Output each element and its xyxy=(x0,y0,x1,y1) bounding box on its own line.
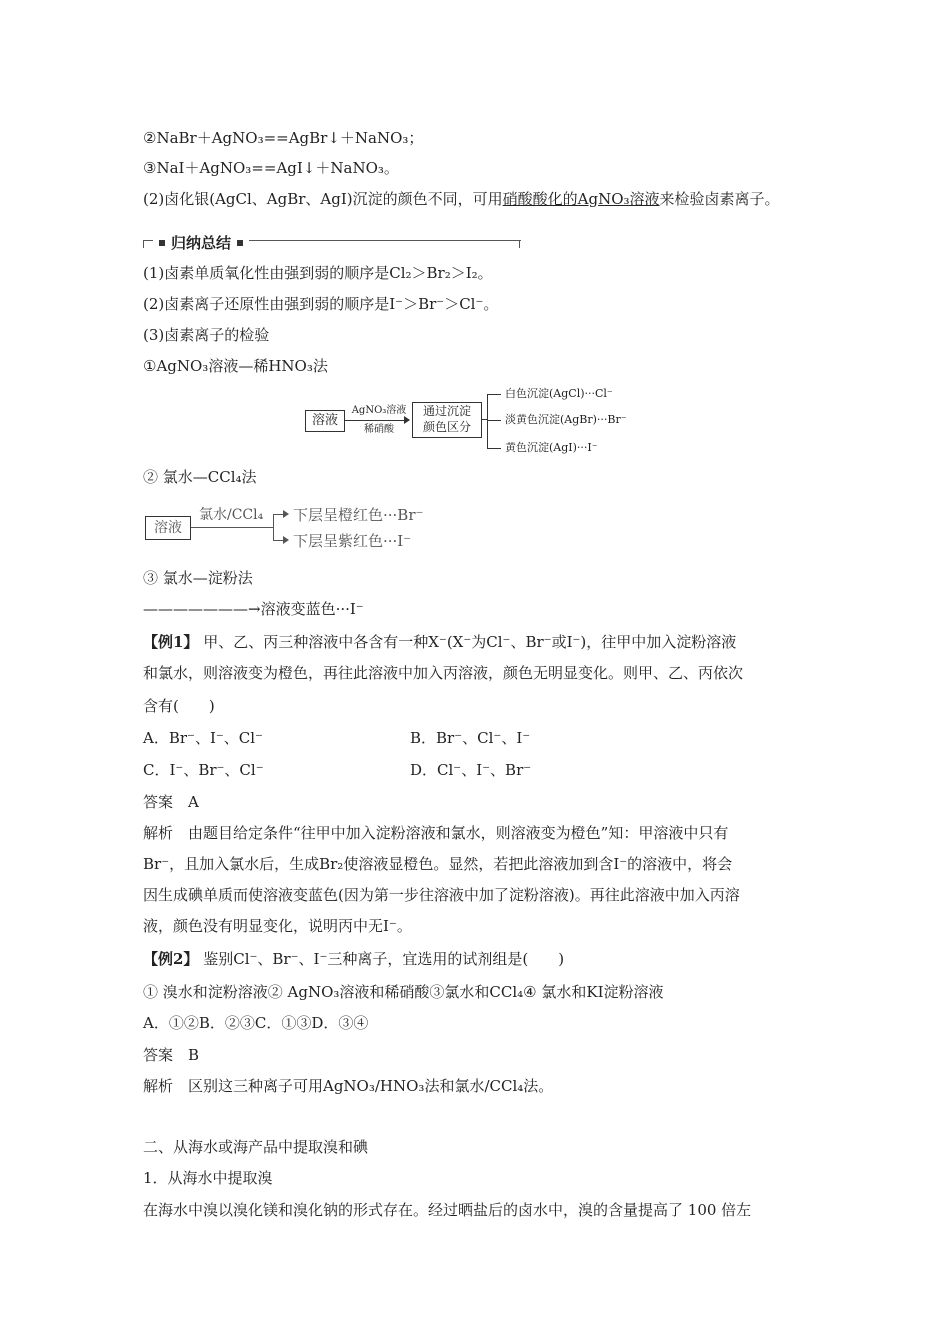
example-2-analysis: 解析 区别这三种离子可用AgNO₃/HNO₃法和氯水/CCl₄法。 xyxy=(143,1077,554,1095)
equation-2: ②NaBr＋AgNO₃==AgBr↓＋NaNO₃； xyxy=(143,129,424,147)
diagram1-arrow-bottom-label: 稀硝酸 xyxy=(364,424,394,435)
diagram1-result-1: 白色沉淀(AgCl)···Cl⁻ xyxy=(505,387,613,400)
diagram1-box2-line2: 颜色区分 xyxy=(422,420,471,434)
summary-item-2: (2)卤素离子还原性由强到弱的顺序是I⁻＞Br⁻＞Cl⁻。 xyxy=(143,295,499,313)
diagram-chlorine-ccl4 xyxy=(143,498,473,556)
summary-item-1: (1)卤素单质氧化性由强到弱的顺序是Cl₂＞Br₂＞I₂。 xyxy=(143,264,493,282)
example-1-question-1: 甲、乙、丙三种溶液中各含有一种X⁻(X⁻为Cl⁻、Br⁻或I⁻)，往甲中加入淀粉溶液 xyxy=(203,633,737,651)
diagram1-distinguish-box xyxy=(412,402,482,438)
example-2-line-1 xyxy=(143,948,564,970)
section-2-subtitle: 1．从海水中提取溴 xyxy=(143,1169,273,1187)
section-2-title: 二、从海水或海产品中提取溴和碘 xyxy=(143,1138,369,1156)
paragraph-2 xyxy=(143,188,780,210)
diagram1-solution-box: 溶液 xyxy=(305,410,345,432)
summary-title: 归纳总结 xyxy=(171,234,232,252)
square-bullet-icon xyxy=(237,240,243,246)
diagram2-result-1: 下层呈橙红色···Br⁻ xyxy=(293,506,424,524)
paragraph-2-underlined: 硝酸酸化的AgNO₃溶液 xyxy=(502,190,660,208)
example-1-analysis-3: 因生成碘单质而使溶液变蓝色(因为第一步往溶液中加了淀粉溶液)。再往此溶液中加入丙溶 xyxy=(143,886,740,904)
square-bullet-icon xyxy=(159,240,165,246)
example-2-answer: 答案 B xyxy=(143,1046,200,1064)
equation-3: ③NaI＋AgNO₃==AgI↓＋NaNO₃。 xyxy=(143,159,399,177)
diagram1-arrow-top-label: AgNO₃溶液 xyxy=(351,405,407,416)
example-2-tag: 【例2】 xyxy=(143,950,199,968)
example-1-tag: 【例1】 xyxy=(143,633,199,651)
example-1-line-1 xyxy=(143,631,736,653)
diagram1-result-3: 黄色沉淀(AgI)···I⁻ xyxy=(505,441,598,454)
diagram-agno3 xyxy=(300,382,660,462)
method-2-title: ② 氯水—CCl₄法 xyxy=(143,468,257,486)
diagram1-box2-line1: 通过沉淀 xyxy=(422,404,471,418)
example-1-option-d: D．Cl⁻、I⁻、Br⁻ xyxy=(410,761,532,779)
example-1-option-b: B．Br⁻、Cl⁻、I⁻ xyxy=(410,729,531,747)
summary-header xyxy=(143,232,521,250)
summary-item-3: (3)卤素离子的检验 xyxy=(143,326,270,344)
example-1-line-2: 和氯水，则溶液变为橙色，再往此溶液中加入丙溶液，颜色无明显变化。则甲、乙、丙依次 xyxy=(143,664,744,682)
example-1-option-c: C．I⁻、Br⁻、Cl⁻ xyxy=(143,761,264,779)
example-1-answer: 答案 A xyxy=(143,793,199,811)
paragraph-2-pre: (2)卤化银(AgCl、AgBr、AgI)沉淀的颜色不同，可用 xyxy=(143,190,503,208)
paragraph-2-post: 来检验卤素离子。 xyxy=(659,190,780,208)
example-1-analysis-1: 解析 由题目给定条件“往甲中加入淀粉溶液和氯水，则溶液变为橙色”知：甲溶液中只有 xyxy=(143,824,729,842)
diagram2-solution-box: 溶液 xyxy=(145,516,191,540)
example-1-analysis-4: 液，颜色没有明显变化，说明丙中无I⁻。 xyxy=(143,917,412,935)
method-3-line: ———————→溶液变蓝色···I⁻ xyxy=(143,600,364,618)
method-1-title: ①AgNO₃溶液—稀HNO₃法 xyxy=(143,357,328,375)
section-2-paragraph: 在海水中溴以溴化镁和溴化钠的形式存在。经过晒盐后的卤水中，溴的含量提高了 100 倍左 xyxy=(143,1201,752,1219)
method-3-title: ③ 氯水—淀粉法 xyxy=(143,569,253,587)
diagram2-arrow-label: 氯水/CCl₄ xyxy=(199,507,264,523)
example-2-reagents: ① 溴水和淀粉溶液② AgNO₃溶液和稀硝酸③氯水和CCl₄④ 氯水和KI淀粉溶液 xyxy=(143,983,664,1001)
diagram2-result-2: 下层呈紫红色···I⁻ xyxy=(293,532,412,550)
example-1-option-a: A．Br⁻、I⁻、Cl⁻ xyxy=(143,729,263,747)
example-1-line-3: 含有( ) xyxy=(143,697,215,715)
example-2-options: A．①②B．②③C．①③D．③④ xyxy=(143,1014,369,1032)
diagram1-result-2: 淡黄色沉淀(AgBr)···Br⁻ xyxy=(505,413,627,426)
example-1-analysis-2: Br⁻，且加入氯水后，生成Br₂使溶液显橙色。显然，若把此溶液加到含I⁻的溶液中，将会 xyxy=(143,855,733,873)
example-2-question: 鉴别Cl⁻、Br⁻、I⁻三种离子，宜选用的试剂组是( ) xyxy=(203,950,565,968)
